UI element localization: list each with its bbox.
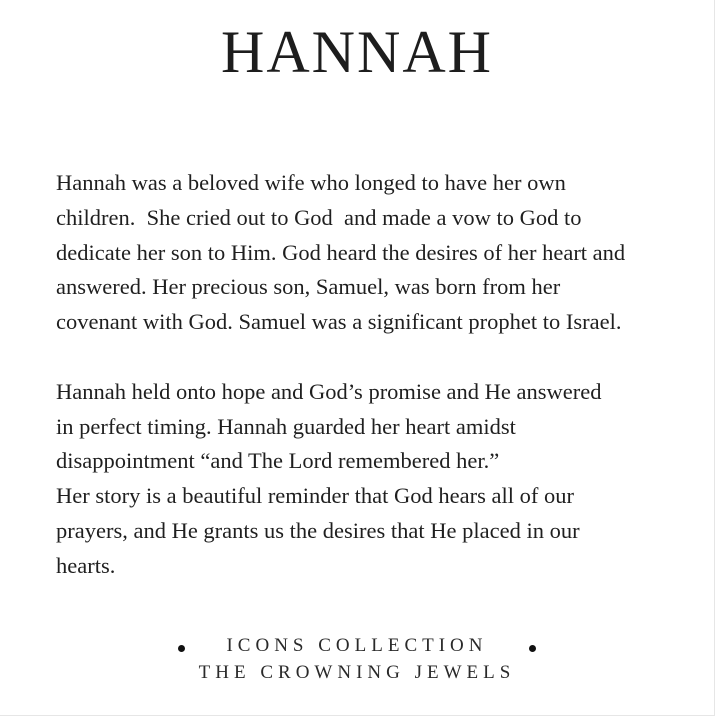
text-line: hearts. — [56, 552, 116, 578]
collection-subtitle: THE CROWNING JEWELS — [198, 662, 516, 683]
text-line: dedicate her son to Him. God heard the desires of her heart and — [56, 239, 626, 265]
text-line: Her story is a beautiful reminder that God hears all of our — [56, 483, 574, 509]
text-line: Hannah was a beloved wife who longed to have her own — [56, 170, 566, 195]
text-line: covenant with God. Samuel was a significant prophet to Israel. — [56, 309, 622, 335]
text-line: answered. Her precious son, Samuel, was born from her — [56, 274, 561, 300]
collection-name: ICONS COLLECTION — [226, 635, 488, 656]
text-line: Hannah held onto hope and God’s promise and He answered — [56, 378, 602, 404]
story-body — [56, 166, 676, 584]
paragraph-2 — [56, 375, 676, 584]
paragraph-spacer — [56, 340, 676, 375]
text-line: disappointment “and The Lord remembered her.” — [56, 448, 500, 474]
page-title: HANNAH — [221, 19, 493, 85]
text-line: children. She cried out to God and made a vow to God to — [56, 204, 582, 230]
collection-footer — [0, 632, 714, 686]
text-line: prayers, and He grants us the desires that He placed in our — [56, 517, 580, 543]
paragraph-1 — [56, 166, 676, 340]
text-line: in perfect timing. Hannah guarded her heart amidst — [56, 413, 516, 439]
